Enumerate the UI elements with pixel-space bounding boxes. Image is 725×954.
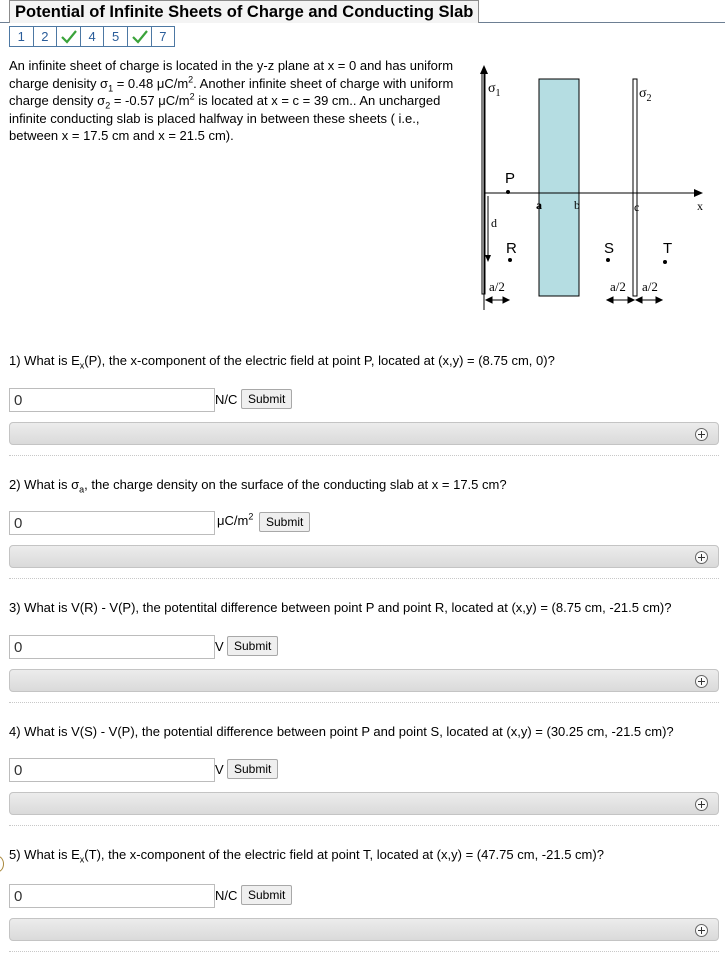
label-b: b [574, 198, 580, 212]
question-4: 4) What is V(S) - V(P), the potential difference between point P and point S, located at (x,y) = (30.25 cm, -21.5 cm)? [9, 724, 674, 739]
point-t [663, 260, 667, 264]
tab-2[interactable]: 2 [33, 26, 58, 47]
tab-5[interactable]: 5 [103, 26, 128, 47]
hint-bar-3[interactable] [9, 669, 719, 692]
answer-input-2[interactable] [9, 511, 215, 535]
answer-input-4[interactable] [9, 758, 215, 782]
half-a-label-1: a/2 [489, 279, 505, 294]
answer-row-1 [9, 388, 309, 412]
hint-bar-2[interactable] [9, 545, 719, 568]
tab-6[interactable] [127, 26, 152, 47]
unit-3: V [215, 639, 224, 654]
label-d: d [491, 216, 497, 230]
question-5: 5) What is $E_x(T)$, the x-component of the electric field at point T, located at (x,y) = (47.75 cm, -21.5 cm)? [9, 847, 604, 865]
answer-row-2 [9, 511, 329, 535]
question-2: 2) What is $\sigma_a$, the charge density on the surface of the conducting slab at x = 17.5 cm? [9, 477, 507, 495]
point-r [508, 258, 512, 262]
unit-2: $\mu C/m^2$ [217, 511, 254, 528]
half-a-label-3: a/2 [642, 279, 658, 294]
expand-plus-icon[interactable] [695, 675, 708, 688]
label-p: P [505, 170, 516, 187]
title-bar [0, 0, 725, 23]
hint-bar-1[interactable] [9, 422, 719, 445]
point-p [506, 190, 510, 194]
submit-button-2[interactable]: Submit [259, 512, 310, 532]
divider [9, 578, 719, 579]
sigma1-label: $\sigma_1$ [488, 81, 501, 99]
expand-plus-icon[interactable] [695, 551, 708, 564]
conducting-slab [539, 79, 579, 296]
label-s: S [604, 240, 615, 257]
side-handle[interactable] [0, 856, 4, 872]
point-s [606, 258, 610, 262]
sigma2-label: $\sigma_2$ [639, 86, 652, 104]
answer-row-3 [9, 635, 309, 659]
expand-plus-icon[interactable] [695, 428, 708, 441]
hint-bar-4[interactable] [9, 792, 719, 815]
unit-1: N/C [215, 392, 238, 407]
question-3: 3) What is V(R) - V(P), the potentital difference between point P and point R, located at (x,y) = (8.75 cm, -21.5 cm)? [9, 600, 672, 615]
submit-button-5[interactable]: Submit [241, 885, 292, 905]
hint-bar-5[interactable] [9, 918, 719, 941]
divider [9, 455, 719, 456]
answer-input-5[interactable] [9, 884, 215, 908]
unit-5: N/C [215, 888, 238, 903]
tab-1[interactable]: 1 [9, 26, 34, 47]
divider [9, 825, 719, 826]
tab-7[interactable]: 7 [151, 26, 176, 47]
x-axis-label: x [697, 199, 703, 213]
problem-statement: An infinite sheet of charge is located in the y-z plane at x = 0 and has uniform charge denisity $\sigma_1 = 0.48$ $\mu C/m^2$. Another infinite sheet of charge with uniform charge density $\sigma_2 = -0.57$ $\mu C/m^2$ is located at x = c = 39 cm.. An uncharged infinite conducting slab is placed halfway in between these sheets ( i.e., between x = 17.5 cm and x = 21.5 cm). [9, 58, 454, 143]
expand-plus-icon[interactable] [695, 924, 708, 937]
check-icon [60, 29, 78, 45]
answer-input-1[interactable] [9, 388, 215, 412]
divider [9, 702, 719, 703]
label-r: R [506, 240, 517, 257]
check-icon [131, 29, 149, 45]
label-t: T [663, 240, 673, 257]
submit-button-1[interactable]: Submit [241, 389, 292, 409]
submit-button-4[interactable]: Submit [227, 759, 278, 779]
answer-row-4 [9, 758, 309, 782]
answer-input-3[interactable] [9, 635, 215, 659]
half-a-label-2: a/2 [610, 279, 626, 294]
tab-4[interactable]: 4 [80, 26, 105, 47]
charge-sheets-diagram [470, 63, 720, 318]
answer-row-5 [9, 884, 309, 908]
expand-plus-icon[interactable] [695, 798, 708, 811]
question-tabs [9, 26, 174, 47]
tab-3[interactable] [56, 26, 81, 47]
sheet-2 [633, 79, 640, 296]
question-1: 1) What is $E_x(P)$, the x-component of the electric field at point P, located at (x,y) = (8.75 cm, 0)? [9, 353, 555, 371]
unit-4: V [215, 762, 224, 777]
label-c: c [634, 200, 640, 214]
page-title: Potential of Infinite Sheets of Charge and Conducting Slab [9, 0, 479, 23]
submit-button-3[interactable]: Submit [227, 636, 278, 656]
label-a: a [536, 198, 542, 212]
divider [9, 951, 719, 952]
